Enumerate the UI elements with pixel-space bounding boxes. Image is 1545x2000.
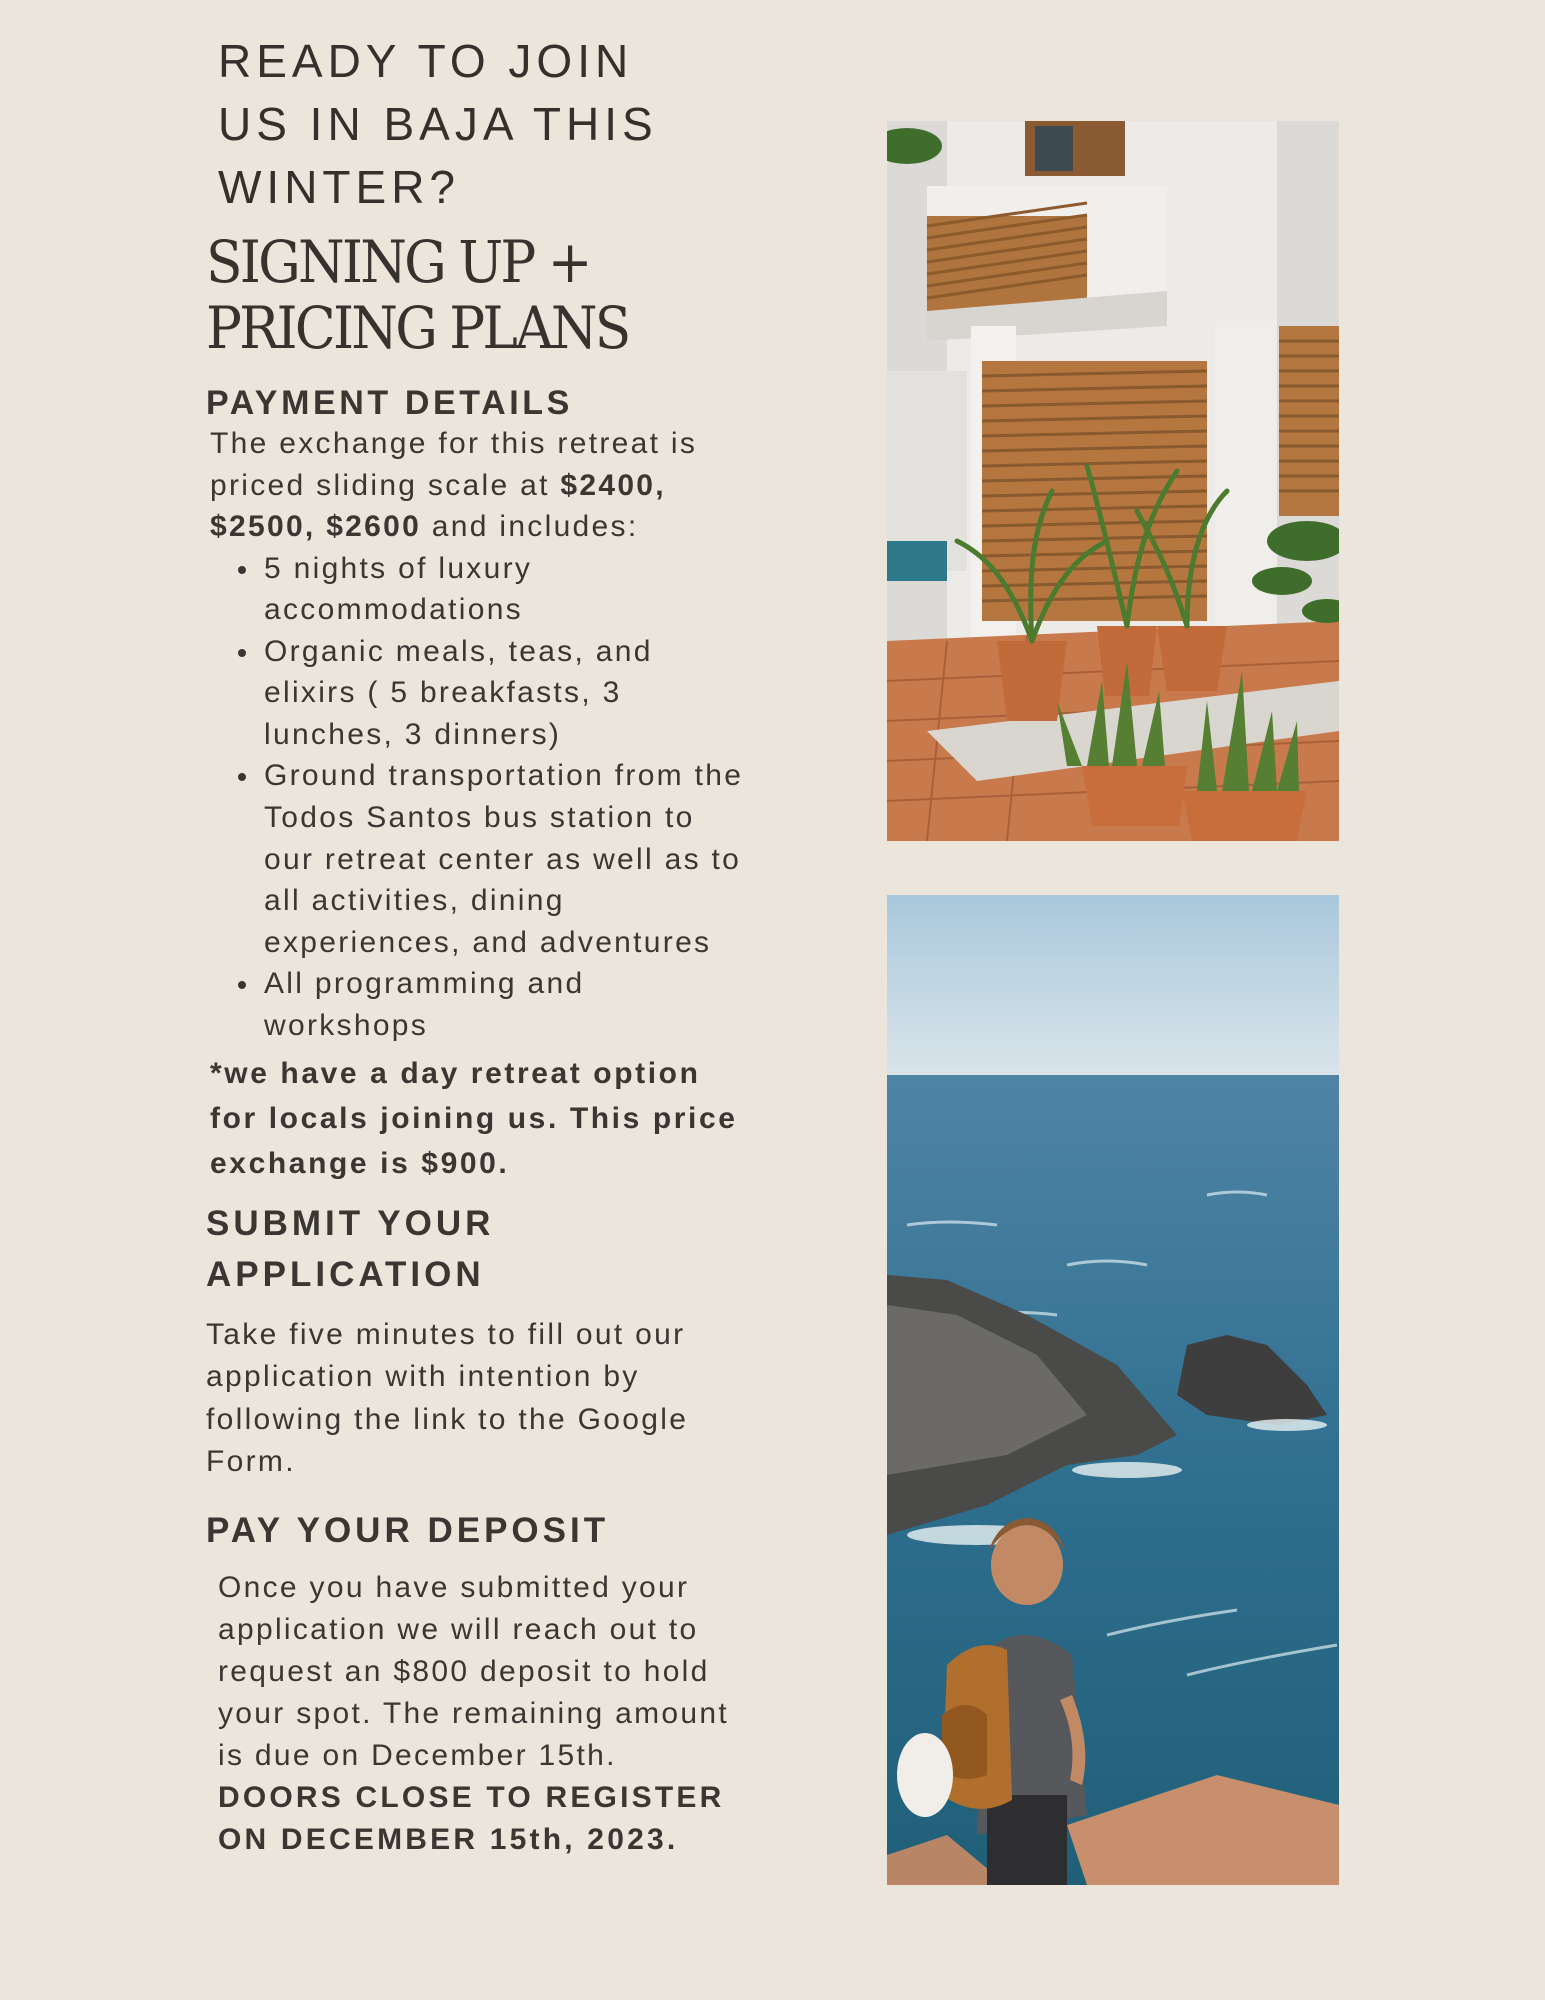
list-item: Ground transportation from the Todos Santos bus station to our retreat center as well as to all activities, dining experiences, and adventures bbox=[264, 755, 746, 963]
villa-photo bbox=[887, 121, 1339, 841]
payment-details-heading: PAYMENT DETAILS bbox=[206, 384, 573, 422]
inclusions-list bbox=[206, 548, 746, 1047]
payment-intro-text: The exchange for this retreat is priced sliding scale at bbox=[210, 427, 698, 502]
pay-deposit-heading: PAY YOUR DEPOSIT bbox=[206, 1510, 610, 1550]
day-retreat-note: *we have a day retreat option for locals joining us. This price exchange is $900. bbox=[210, 1056, 738, 1180]
submit-application-heading: SUBMIT YOUR APPLICATION bbox=[206, 1203, 495, 1294]
headline-line: WINTER? bbox=[218, 161, 460, 213]
subtitle-line: PRICING PLANS bbox=[206, 294, 629, 362]
villa-illustration bbox=[887, 121, 1339, 841]
headline-line: US IN BAJA THIS bbox=[218, 98, 658, 150]
payment-intro bbox=[210, 423, 746, 548]
coast-illustration bbox=[887, 895, 1339, 1885]
payment-intro-end: and includes: bbox=[431, 510, 639, 543]
deposit-details: Once you have submitted your application we will reach out to request an $800 deposit to hold your spot. The remaining amount is due on December 15th. bbox=[218, 1570, 729, 1772]
content-column bbox=[206, 30, 746, 1861]
headline bbox=[218, 30, 746, 219]
subtitle-line: SIGNING UP + bbox=[206, 228, 590, 296]
pay-deposit-text bbox=[218, 1567, 746, 1861]
list-item: All programming and workshops bbox=[264, 963, 746, 1046]
submit-application-text: Take five minutes to fill out our application with intention by following the link to the Google Form. bbox=[206, 1317, 689, 1479]
price-options: $2400, $2500, $2600 bbox=[210, 468, 666, 543]
list-item: 5 nights of luxury accommodations bbox=[264, 548, 746, 631]
registration-deadline: DOORS CLOSE TO REGISTER ON DECEMBER 15th, 2023. bbox=[218, 1780, 725, 1856]
headline-line: READY TO JOIN bbox=[218, 35, 634, 87]
subtitle bbox=[206, 229, 703, 361]
coastline-photo bbox=[887, 895, 1339, 1885]
list-item: Organic meals, teas, and elixirs ( 5 breakfasts, 3 lunches, 3 dinners) bbox=[264, 631, 746, 756]
